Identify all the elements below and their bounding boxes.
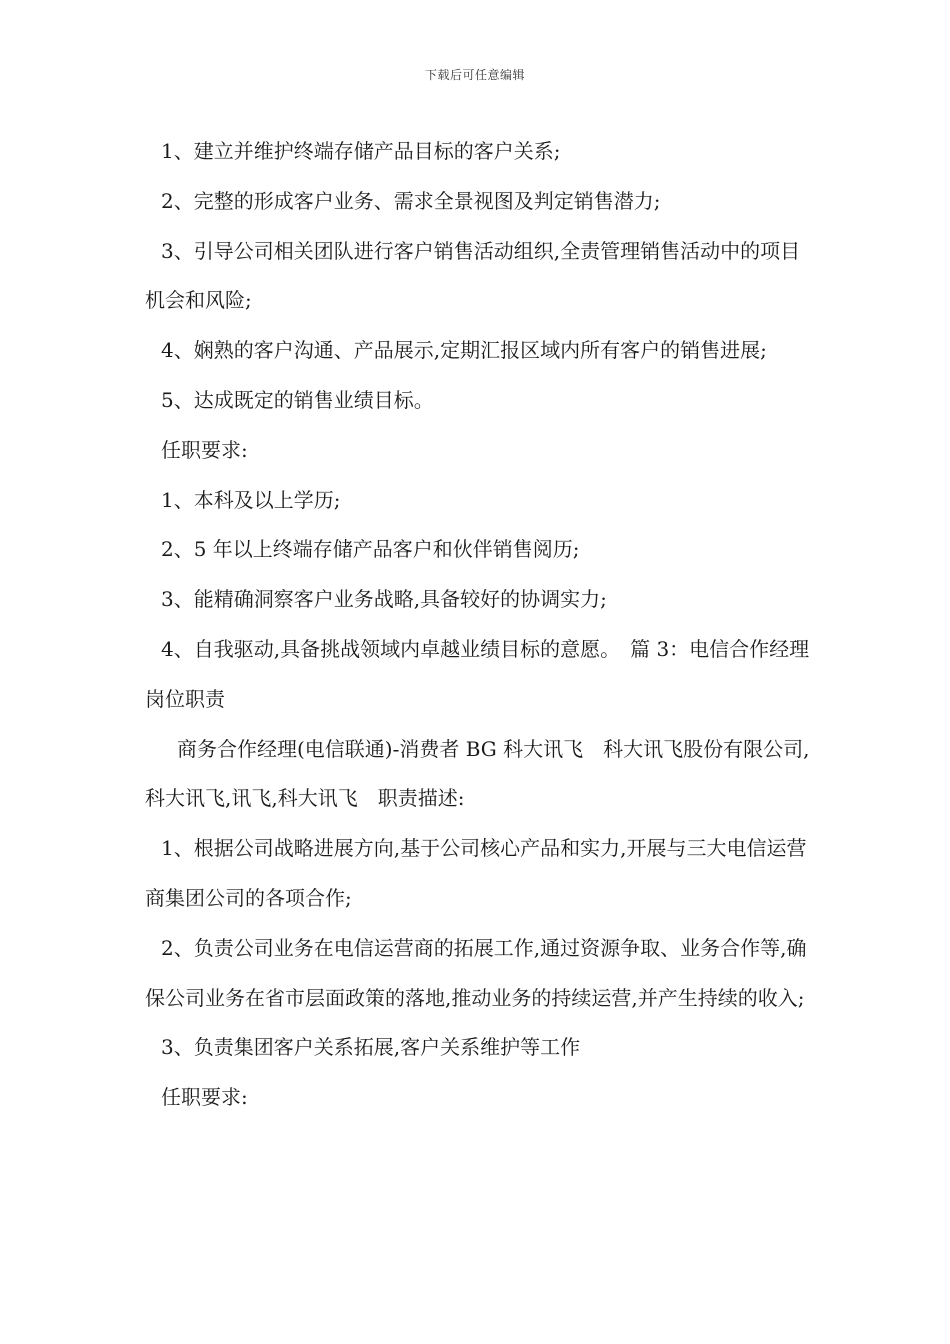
section-3-intro: 商务合作经理(电信联通)-消费者 BG 科大讯飞 科大讯飞股份有限公司,科大讯飞,讯飞,科大讯飞 职责描述: — [145, 736, 810, 811]
duty-item-4: 4、娴熟的客户沟通、产品展示,定期汇报区域内所有客户的销售进展; — [161, 338, 767, 363]
section-3-duty-2: 2、负责公司业务在电信运营商的拓展工作,通过资源争取、业务合作等,确保公司业务在省市层面政策的落地,推动业务的持续运营,并产生持续的收入; — [145, 935, 807, 1010]
requirement-item-2: 2、5 年以上终端存储产品客户和伙伴销售阅历; — [161, 537, 580, 562]
duty-item-2: 2、完整的形成客户业务、需求全景视图及判定销售潜力; — [161, 188, 661, 213]
page-header: 下载后可任意编辑 — [424, 68, 525, 82]
document-body — [145, 127, 810, 1123]
section-3-duty-3: 3、负责集团客户关系拓展,客户关系维护等工作 — [161, 1035, 581, 1060]
section-3-duty-1: 1、根据公司战略进展方向,基于公司核心产品和实力,开展与三大电信运营商集团公司的各项合作; — [145, 836, 807, 910]
duty-item-1: 1、建立并维护终端存储产品目标的客户关系; — [161, 139, 561, 163]
duty-item-3: 3、引导公司相关团队进行客户销售活动组织,全责管理销售活动中的项目机会和风险; — [145, 238, 801, 313]
requirements-heading: 任职要求: — [161, 437, 248, 462]
requirement-item-3: 3、能精确洞察客户业务战略,具备较好的协调实力; — [161, 587, 607, 612]
section-3-requirements-heading: 任职要求: — [161, 1085, 248, 1110]
requirement-item-4: 4、自我驱动,具备挑战领域内卓越业绩目标的意愿。 篇 3：电信合作经理岗位职责 — [145, 636, 810, 711]
requirement-item-1: 1、本科及以上学历; — [161, 487, 341, 512]
duty-item-5: 5、达成既定的销售业绩目标。 — [161, 387, 434, 412]
